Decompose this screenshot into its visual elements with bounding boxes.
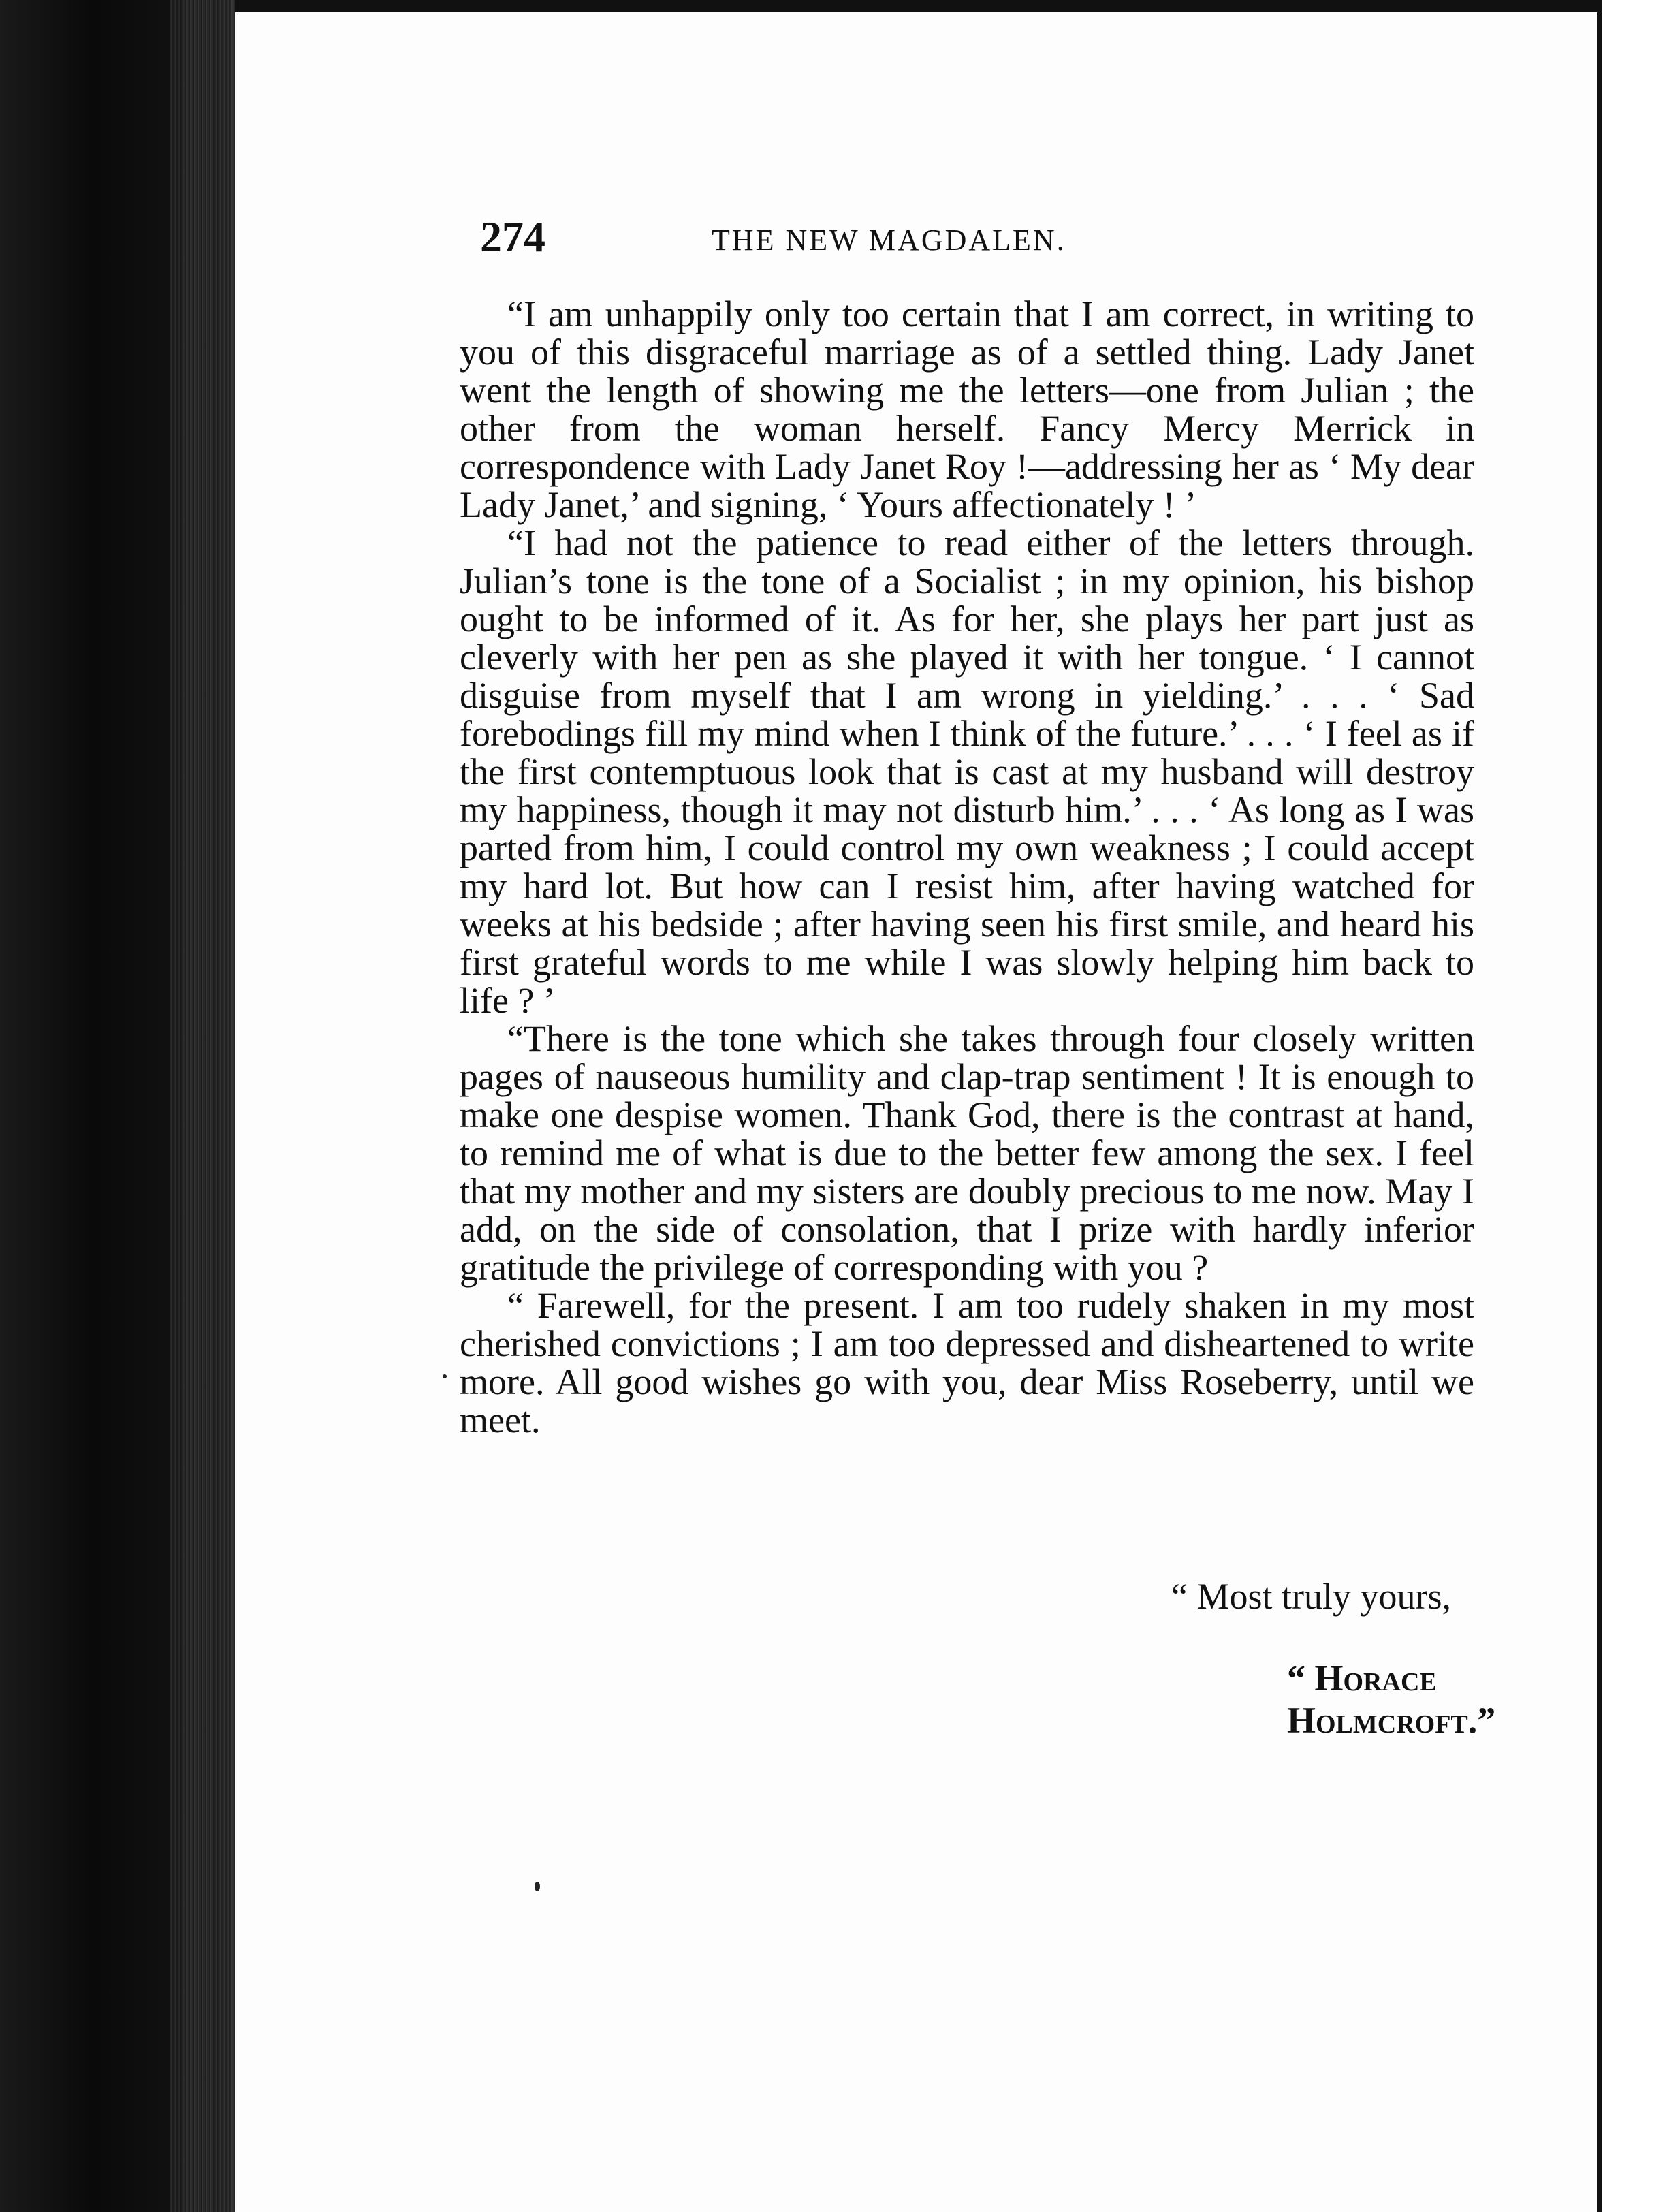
page-number: 274 (480, 212, 545, 261)
print-speck (535, 1882, 540, 1891)
page-sheet (235, 12, 1597, 2212)
page-right-edge (1597, 0, 1602, 2212)
page-header (480, 206, 1474, 268)
letter-signature: “ Horace Holmcroft.” (1287, 1658, 1496, 1741)
print-speck (443, 1374, 447, 1378)
letter-salutation: “ Most truly yours, (1171, 1576, 1451, 1617)
body-text (460, 295, 1474, 1439)
page-top-edge (235, 0, 1597, 12)
paragraph: “ Farewell, for the present. I am too rudely shaken in my most cherished convictions ; I am too depressed and disheartened to write more. All good wishes go with you, dear Miss Roseberry, until we meet. (460, 1285, 1474, 1440)
paragraph: “There is the tone which she takes through four closely written pages of nauseous humility and clap-trap sentiment ! It is enough to make one despise women. Thank God, there is the contrast at hand, to remind me of what is due to the better few among the sex. I feel that my mother and my sisters are doubly precious to me now. May I add, on the side of consolation, that I prize with hardly inferior gratitude the privilege of corresponding with you ? (460, 1018, 1474, 1288)
paragraph: “I had not the patience to read either of the letters through. Julian’s tone is the tone of a Socialist ; in my opinion, his bishop ought to be informed of it. As for her, she plays her part just as cleverly with her pen as she played it with her tongue. ‘ I cannot disguise from myself that I am wrong in yielding.’ . . . ‘ Sad forebodings fill my mind when I think of the future.’ . . . ‘ I feel as if the first contemptuous look that is cast at my husband will destroy my happiness, though it may not disturb him.’ . . . ‘ As long as I was parted from him, I could control my own weakness ; I could accept my hard lot. But how can I resist him, after having watched for weeks at his bedside ; after having seen his first smile, and heard his first grateful words to me while I was slowly helping him back to life ? ’ (460, 522, 1474, 1021)
book-gutter-texture (170, 0, 235, 2212)
running-title: THE NEW MAGDALEN. (712, 223, 1066, 257)
paragraph: “I am unhappily only too certain that I am correct, in writing to you of this disgraceful marriage as of a settled thing. Lady Janet went the length of showing me the letters—one from Julian ; the other from the woman herself. Fancy Mercy Merrick in correspondence with Lady Janet Roy !—addressing her as ‘ My dear Lady Janet,’ and signing, ‘ Yours affectionately ! ’ (460, 294, 1474, 525)
